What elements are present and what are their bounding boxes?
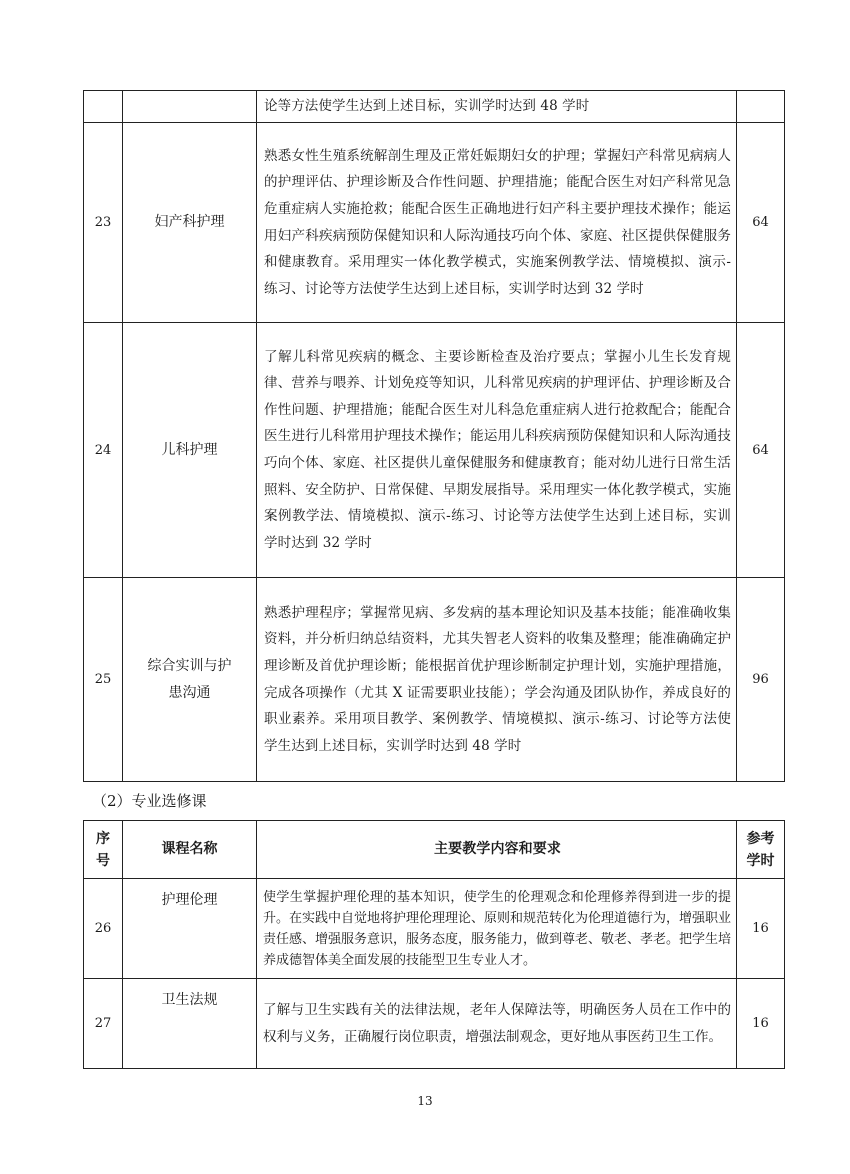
header-hours-line1: 参考 <box>746 830 775 847</box>
course-name: 妇产科护理 <box>123 123 257 323</box>
course-content: 熟悉女性生殖系统解剖生理及正常妊娠期妇女的护理；掌握妇产科常见病病人的护理评估、护理诊断及合作性问题、护理措施；能配合医生对妇产科常见急危重症病人实施抢救；能配合医生正确地进行妇产科主要护理技术操作；能运用妇产科疾病预防保健知识和人际沟通技巧向个体、家庭、社区提供保健服务和健康教育。采用理实一体化教学模式，实施案例教学法、情境模拟、演示-练习、讨论等方法使学生达到上述目标，实训学时达到 32 学时 <box>257 123 737 323</box>
row-number: 25 <box>84 578 123 782</box>
course-name: 综合实训与护患沟通 <box>123 578 257 782</box>
course-name: 儿科护理 <box>123 323 257 578</box>
course-hours: 96 <box>737 578 785 782</box>
table-row <box>84 323 785 578</box>
table-row <box>84 578 785 782</box>
course-content: 论等方法使学生达到上述目标，实训学时达到 48 学时 <box>257 91 737 123</box>
header-number <box>84 821 123 879</box>
page-number: 13 <box>417 1094 433 1108</box>
section-heading: （2）专业选修课 <box>92 792 207 810</box>
course-content: 了解与卫生实践有关的法律法规，老年人保障法等，明确医务人员在工作中的权利与义务，正确履行岗位职责，增强法制观念，更好地从事医药卫生工作。 <box>257 979 737 1069</box>
course-hours: 64 <box>737 323 785 578</box>
header-number-line1: 序 <box>96 830 110 847</box>
table-row <box>84 979 785 1069</box>
course-content: 熟悉护理程序；掌握常见病、多发病的基本理论知识及基本技能；能准确收集资料，并分析归纳总结资料，尤其失智老人资料的收集及整理；能准确确定护理诊断及首优护理诊断；能根据首优护理诊断制定护理计划，实施护理措施，完成各项操作（尤其 X 证需要职业技能）；学会沟通及团队协作，养成良好的职业素养。采用项目教学、案例教学、情境模拟、演示-练习、讨论等方法使学生达到上述目标，实训学时达到 48 学时 <box>257 578 737 782</box>
elective-course-table <box>83 820 785 1069</box>
table-row <box>84 123 785 323</box>
row-number <box>84 91 123 123</box>
row-number: 26 <box>84 879 123 979</box>
header-course-name: 课程名称 <box>123 821 257 879</box>
header-content: 主要教学内容和要求 <box>257 821 737 879</box>
header-hours <box>737 821 785 879</box>
table-header-row <box>84 821 785 879</box>
table-row <box>84 879 785 979</box>
course-name: 护理伦理 <box>123 879 257 979</box>
course-hours: 16 <box>737 979 785 1069</box>
course-table-continued <box>83 90 785 782</box>
course-name: 卫生法规 <box>123 979 257 1069</box>
header-hours-line2: 学时 <box>746 852 775 869</box>
row-number: 24 <box>84 323 123 578</box>
course-hours <box>737 91 785 123</box>
course-hours: 16 <box>737 879 785 979</box>
course-content: 了解儿科常见疾病的概念、主要诊断检查及治疗要点；掌握小儿生长发育规律、营养与喂养、计划免疫等知识，儿科常见疾病的护理评估、护理诊断及合作性问题、护理措施；能配合医生对儿科急危重症病人进行抢救配合；能配合医生进行儿科常用护理技术操作；能运用儿科疾病预防保健知识和人际沟通技巧向个体、家庭、社区提供儿童保健服务和健康教育；能对幼儿进行日常生活照料、安全防护、日常保健、早期发展指导。采用理实一体化教学模式，实施案例教学法、情境模拟、演示-练习、讨论等方法使学生达到上述目标，实训学时达到 32 学时 <box>257 323 737 578</box>
course-name <box>123 91 257 123</box>
row-number: 23 <box>84 123 123 323</box>
course-hours: 64 <box>737 123 785 323</box>
header-number-line2: 号 <box>96 852 110 869</box>
course-content: 使学生掌握护理伦理的基本知识，使学生的伦理观念和伦理修养得到进一步的提升。在实践中自觉地将护理伦理理论、原则和规范转化为伦理道德行为，增强职业责任感、增强服务意识，服务态度，服务能力，做到尊老、敬老、孝老。把学生培养成德智体美全面发展的技能型卫生专业人才。 <box>257 879 737 979</box>
table-row <box>84 91 785 123</box>
row-number: 27 <box>84 979 123 1069</box>
